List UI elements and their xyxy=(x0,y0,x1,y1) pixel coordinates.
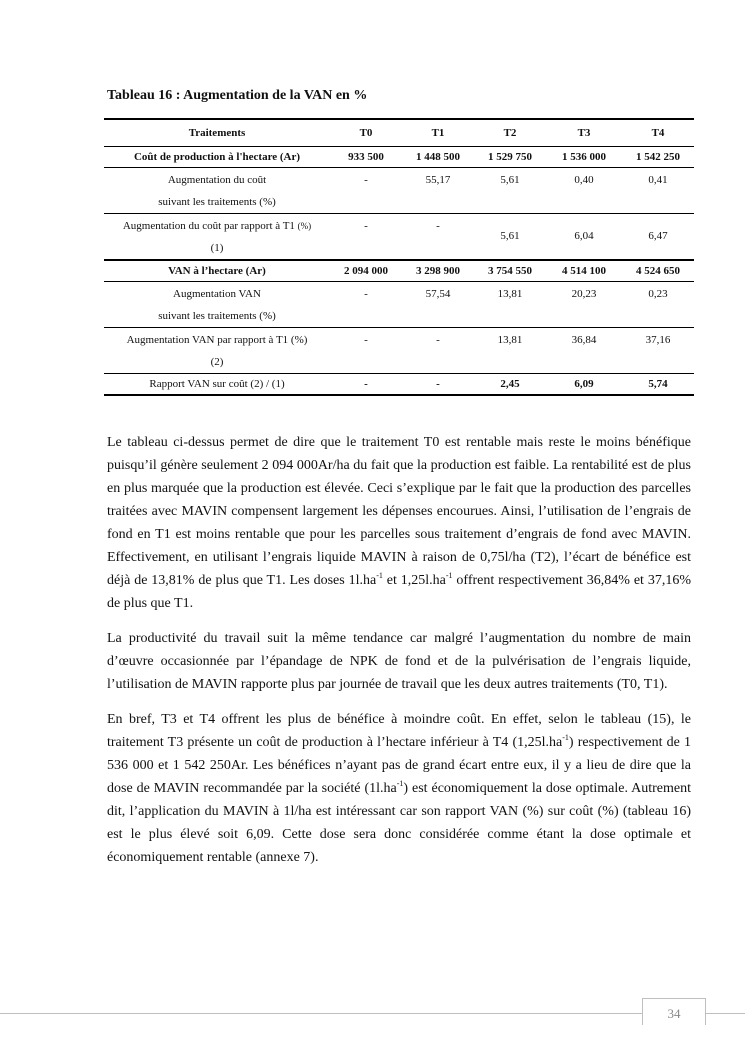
table-cell: 3 298 900 xyxy=(402,260,474,282)
header-cell: T2 xyxy=(474,119,546,147)
row-label xyxy=(104,281,330,327)
table-cell: 36,84 xyxy=(546,327,622,373)
table-cell: 0,23 xyxy=(622,281,694,327)
row-label xyxy=(104,214,330,260)
table-cell: 1 542 250 xyxy=(622,147,694,168)
van-table xyxy=(104,118,694,396)
table-row-van xyxy=(104,260,694,282)
table-caption: Tableau 16 : Augmentation de la VAN en % xyxy=(107,88,368,103)
header-cell: T1 xyxy=(402,119,474,147)
table-cell: 1 536 000 xyxy=(546,147,622,168)
table-row-aug-cout xyxy=(104,168,694,214)
table-cell: - xyxy=(330,281,402,327)
table-row-cout xyxy=(104,147,694,168)
header-cell: Traitements xyxy=(104,119,330,147)
page-number: 34 xyxy=(642,998,706,1025)
table-cell: 0,40 xyxy=(546,168,622,214)
table-row-aug-cout-t1 xyxy=(104,214,694,260)
table-cell: 55,17 xyxy=(402,168,474,214)
row-label-line1: Augmentation du coût par rapport à T1 xyxy=(122,220,295,232)
row-label xyxy=(104,168,330,214)
table-cell: 3 754 550 xyxy=(474,260,546,282)
row-label-line2: suivant les traitements (%) xyxy=(158,196,276,208)
paragraph-3: En bref, T3 et T4 offrent les plus de bénéfice à moindre coût. En effet, selon le tableau (15), le traitement T3 présente un coût de production à l’hectare inférieur à T4 $(1,25l.ha^{-1})$ respectivement de 1 536 000 et 1 542 250Ar. Les bénéfices n’ayant pas de grand écart entre eux, il y a lieu de dire que la dose de MAVIN recommandée par la société $(1l.ha^{-1})$ est économiquement la dose optimale. Autrement dit, l’application du MAVIN à 1l/ha est intéressant car son rapport VAN (%) sur coût (%) (tableau 16) est le plus élevé soit 6,09. Cette dose sera donc considérée comme étant la dose optimale et économiquement rentable (annexe 7). xyxy=(107,712,691,865)
table-cell: 0,41 xyxy=(622,168,694,214)
table-cell: 4 524 650 xyxy=(622,260,694,282)
header-cell: T3 xyxy=(546,119,622,147)
table-cell: 5,74 xyxy=(622,373,694,395)
row-label: Coût de production à l'hectare (Ar) xyxy=(104,147,330,168)
table-cell: 933 500 xyxy=(330,147,402,168)
table-cell: 6,04 xyxy=(546,214,622,260)
table-row-aug-van xyxy=(104,281,694,327)
paragraph-2: La productivité du travail suit la même tendance car malgré l’augmentation du nombre de main d’œuvre occasionnée par l’épandage de NPK de fond et de la pulvérisation de l’engrais liquide, l’utilisation de MAVIN rapporte plus par journée de travail que les deux autres traitements (T0, T1). xyxy=(107,631,691,692)
table-header-row xyxy=(104,119,694,147)
table-row-rapport xyxy=(104,373,694,395)
footer-divider xyxy=(0,1013,745,1014)
table-cell: 5,61 xyxy=(474,168,546,214)
header-cell: T4 xyxy=(622,119,694,147)
table-cell: - xyxy=(402,327,474,373)
table-row-aug-van-t1 xyxy=(104,327,694,373)
table-cell: 13,81 xyxy=(474,281,546,327)
row-label-line2: (1) xyxy=(210,242,224,254)
table-cell: 37,16 xyxy=(622,327,694,373)
table-cell: - xyxy=(330,327,402,373)
table-cell: 1 529 750 xyxy=(474,147,546,168)
table-cell: 6,47 xyxy=(622,214,694,260)
row-label-line1: Augmentation VAN xyxy=(173,287,261,300)
row-label-line1: Augmentation VAN par rapport à T1 (%) xyxy=(126,333,308,346)
row-label-line2: (2) xyxy=(210,355,224,368)
table-cell: - xyxy=(330,168,402,214)
row-label-line2: suivant les traitements (%) xyxy=(158,309,276,322)
header-cell: T0 xyxy=(330,119,402,147)
table-cell: 6,09 xyxy=(546,373,622,395)
table-cell: - xyxy=(330,373,402,395)
table-cell: 13,81 xyxy=(474,327,546,373)
table-cell: 2,45 xyxy=(474,373,546,395)
paragraph-1: Le tableau ci-dessus permet de dire que le traitement T0 est rentable mais reste le moins bénéfique puisqu’il génère seulement 2 094 000Ar/ha du fait que la production est faible. La rentabilité est de plus en plus marquée que la production est élevée. Ceci s’explique par le fait que la production des parcelles traitées avec MAVIN compensent largement les dépenses encourues. Ainsi, l’utilisation de l’engrais de fond en T1 est moins rentable que pour les parcelles sous traitement d’engrais de fond avec MAVIN. Effectivement, en utilisant l’engrais liquide MAVIN à raison de 0,75l/ha (T2), l’écart de bénéfice est déjà de 13,81% de plus que T1. Les doses $1l.ha^{-1}$ et $1,25l.ha^{-1}$ offrent respectivement 36,84% et 37,16% de plus que T1. xyxy=(107,435,691,611)
table-cell: 1 448 500 xyxy=(402,147,474,168)
body-text xyxy=(107,431,691,881)
table-cell: 2 094 000 xyxy=(330,260,402,282)
table-cell: 4 514 100 xyxy=(546,260,622,282)
table-cell: - xyxy=(330,214,402,260)
table-cell: 57,54 xyxy=(402,281,474,327)
table-cell: - xyxy=(402,214,474,260)
table-cell: 20,23 xyxy=(546,281,622,327)
row-label xyxy=(104,327,330,373)
table-cell: 5,61 xyxy=(474,214,546,260)
row-label-unit: (%) xyxy=(297,221,312,231)
row-label: VAN à l’hectare (Ar) xyxy=(104,260,330,282)
row-label-line1: Augmentation du coût xyxy=(167,174,267,186)
table-cell: - xyxy=(402,373,474,395)
row-label: Rapport VAN sur coût (2) / (1) xyxy=(104,373,330,395)
